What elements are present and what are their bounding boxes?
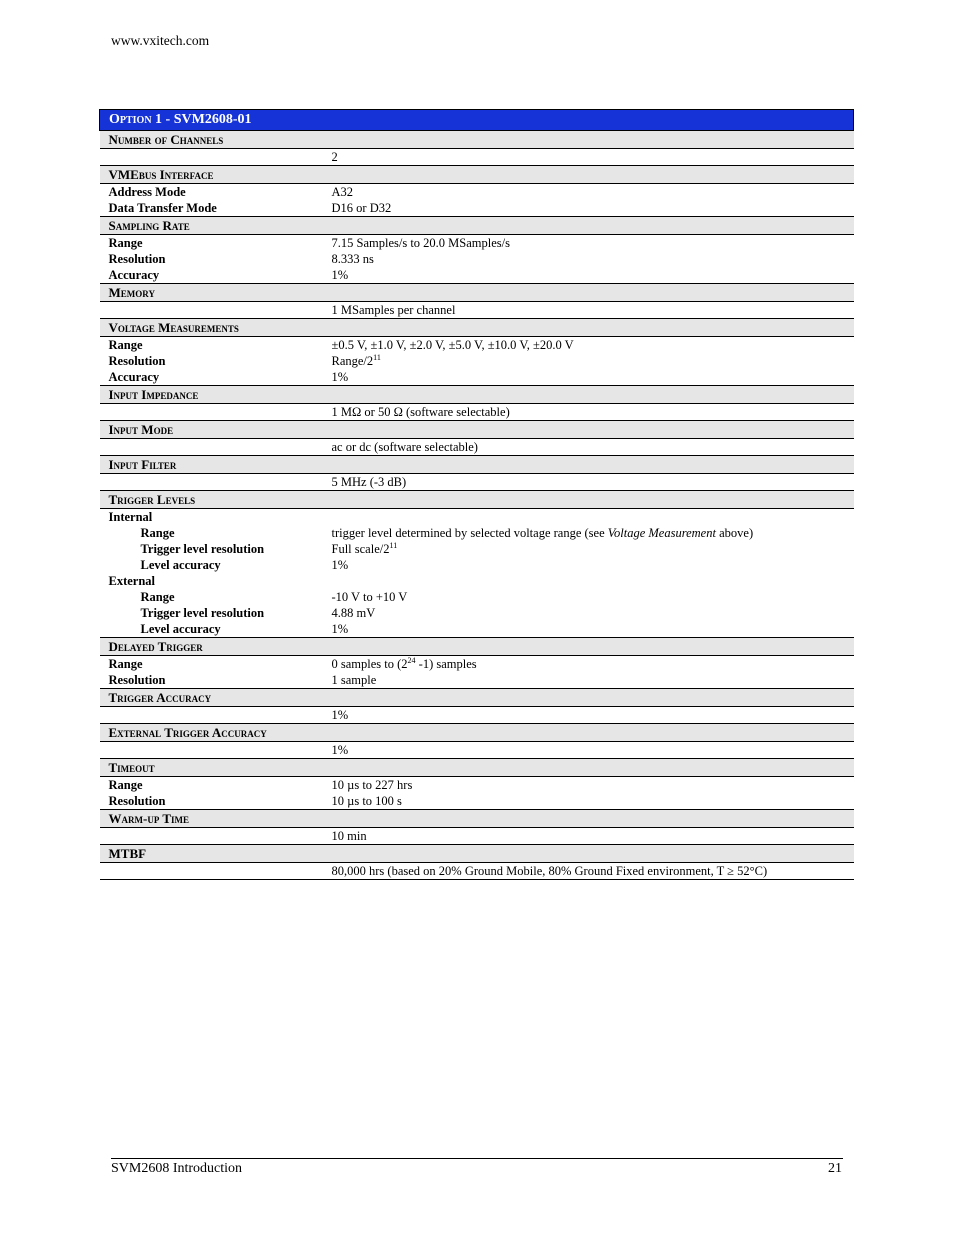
spec-value-text: 0 samples to (2 — [331, 657, 408, 671]
spec-value — [332, 200, 854, 217]
section-header-row — [100, 319, 854, 337]
footer-rule — [111, 1158, 843, 1159]
spec-row — [100, 302, 854, 319]
spec-value-superscript: 11 — [373, 353, 381, 362]
section-header-row — [100, 284, 854, 302]
spec-value-text: ±0.5 V, ±1.0 V, ±2.0 V, ±5.0 V, ±10.0 V, ±20.0 V — [331, 338, 574, 352]
spec-value-text: 10 min — [331, 829, 367, 843]
spec-label: Address Mode — [108, 185, 186, 199]
footer-title: SVM2608 Introduction — [111, 1161, 243, 1176]
section-header-fill — [332, 759, 854, 777]
spec-row — [100, 149, 854, 166]
spec-value-text: 80,000 hrs (based on 20% Ground Mobile, 80% Ground Fixed environment, T ≥ 52°C) — [331, 864, 768, 878]
spec-row — [100, 672, 854, 689]
spec-value-text: Full scale/2 — [331, 542, 390, 556]
section-header-fill — [332, 166, 854, 184]
section-header-fill — [332, 638, 854, 656]
section-title: Voltage Measurements — [100, 319, 332, 337]
section-title: VMEbus Interface — [100, 166, 332, 184]
spec-value — [332, 707, 854, 724]
section-header-row — [100, 759, 854, 777]
spec-label: Range — [108, 236, 143, 250]
spec-row — [100, 337, 854, 354]
spec-label: Range — [108, 338, 143, 352]
section-header-row — [100, 724, 854, 742]
spec-value-text: 1 MΩ or 50 Ω (software selectable) — [331, 405, 510, 419]
spec-value — [332, 828, 854, 845]
spec-row — [100, 439, 854, 456]
spec-value — [332, 621, 854, 638]
spec-value-superscript: 11 — [389, 541, 398, 550]
section-title: External Trigger Accuracy — [100, 724, 332, 742]
spec-value-text: 1% — [331, 622, 349, 636]
spec-row — [100, 557, 854, 573]
section-header-fill — [332, 131, 854, 149]
section-title: Input Impedance — [100, 386, 332, 404]
spec-value — [332, 777, 854, 794]
spec-value-text: D16 or D32 — [331, 201, 392, 215]
spec-value-superscript: 24 — [407, 656, 416, 665]
spec-label: Accuracy — [108, 370, 160, 384]
spec-label — [100, 404, 332, 421]
spec-value-text: ac or dc (software selectable) — [331, 440, 478, 454]
section-header-fill — [332, 724, 854, 742]
spec-value-text: 1 MSamples per channel — [331, 303, 456, 317]
section-header-fill — [332, 319, 854, 337]
spec-row — [100, 742, 854, 759]
spec-row — [100, 353, 854, 369]
header-url: www.vxitech.com — [111, 33, 210, 48]
spec-label — [100, 302, 332, 319]
section-header-fill — [332, 491, 854, 509]
section-title: Input Filter — [100, 456, 332, 474]
section-header-row — [100, 217, 854, 235]
spec-value — [332, 863, 854, 880]
spec-value-text: Range/2 — [331, 354, 374, 368]
section-title: Memory — [100, 284, 332, 302]
section-title: Input Mode — [100, 421, 332, 439]
spec-row — [100, 525, 854, 541]
spec-label: Range — [108, 778, 143, 792]
spec-value — [332, 474, 854, 491]
spec-value-text: 2 — [331, 150, 338, 164]
spec-value — [332, 541, 854, 557]
spec-label: Trigger level resolution — [140, 542, 265, 556]
spec-value — [332, 742, 854, 759]
spec-row — [100, 793, 854, 810]
section-header-row — [100, 491, 854, 509]
spec-label: Level accuracy — [140, 622, 221, 636]
spec-value — [332, 184, 854, 201]
spec-value — [332, 573, 854, 589]
spec-row — [100, 369, 854, 386]
spec-row — [100, 404, 854, 421]
spec-value-text: 1% — [331, 708, 349, 722]
section-header-row — [100, 386, 854, 404]
section-header-fill — [332, 284, 854, 302]
spec-value — [332, 509, 854, 526]
spec-label: Range — [108, 657, 143, 671]
section-header-fill — [332, 386, 854, 404]
section-header-row — [100, 689, 854, 707]
spec-value — [332, 404, 854, 421]
spec-value-text: 10 µs to 100 s — [331, 794, 402, 808]
spec-value-text: 1% — [331, 558, 349, 572]
section-header-fill — [332, 810, 854, 828]
section-title: Trigger Accuracy — [100, 689, 332, 707]
spec-row — [100, 605, 854, 621]
section-header-fill — [332, 456, 854, 474]
spec-row — [100, 200, 854, 217]
spec-value — [332, 267, 854, 284]
spec-row — [100, 184, 854, 201]
table-title-row — [100, 110, 854, 131]
section-title: MTBF — [100, 845, 332, 863]
spec-value-text: -10 V to +10 V — [331, 590, 408, 604]
spec-label: External — [108, 574, 156, 588]
spec-value-text: 4.88 mV — [331, 606, 376, 620]
spec-row — [100, 777, 854, 794]
section-header-row — [100, 131, 854, 149]
spec-label — [100, 474, 332, 491]
spec-value-text: 10 µs to 227 hrs — [331, 778, 413, 792]
section-title: Delayed Trigger — [100, 638, 332, 656]
spec-label: Range — [140, 590, 175, 604]
spec-value — [332, 793, 854, 810]
spec-value-text: 8.333 ns — [331, 252, 374, 266]
spec-row — [100, 621, 854, 638]
spec-value-text: 1% — [331, 743, 349, 757]
spec-value-text: 1% — [331, 268, 349, 282]
spec-value — [332, 369, 854, 386]
spec-value-italic: Voltage Measurement — [607, 526, 716, 540]
spec-value — [332, 353, 854, 369]
spec-row — [100, 656, 854, 673]
spec-label: Resolution — [108, 794, 166, 808]
spec-row — [100, 267, 854, 284]
section-header-row — [100, 421, 854, 439]
spec-label — [100, 707, 332, 724]
spec-label — [100, 149, 332, 166]
spec-label: Trigger level resolution — [140, 606, 265, 620]
section-header-row — [100, 845, 854, 863]
spec-value-suffix: above) — [715, 526, 754, 540]
section-header-row — [100, 166, 854, 184]
section-title: Number of Channels — [100, 131, 332, 149]
spec-value — [332, 302, 854, 319]
spec-row — [100, 541, 854, 557]
spec-label — [100, 863, 332, 880]
spec-value — [332, 235, 854, 252]
section-header-row — [100, 810, 854, 828]
spec-value-text: 1 sample — [331, 673, 377, 687]
spec-row — [100, 235, 854, 252]
section-header-row — [100, 456, 854, 474]
spec-value — [332, 439, 854, 456]
section-header-fill — [332, 421, 854, 439]
spec-value — [332, 557, 854, 573]
section-title: Trigger Levels — [100, 491, 332, 509]
section-title: Sampling Rate — [100, 217, 332, 235]
spec-table — [99, 109, 854, 880]
spec-row — [100, 251, 854, 267]
spec-row — [100, 707, 854, 724]
section-title: Warm-up Time — [100, 810, 332, 828]
section-header-fill — [332, 689, 854, 707]
table-title: Option 1 - SVM2608-01 — [100, 110, 854, 131]
spec-value — [332, 251, 854, 267]
spec-label: Resolution — [108, 673, 166, 687]
spec-row — [100, 828, 854, 845]
spec-value — [332, 337, 854, 354]
spec-label — [100, 742, 332, 759]
spec-label — [100, 439, 332, 456]
spec-value — [332, 149, 854, 166]
spec-value-text: 1% — [331, 370, 349, 384]
spec-label: Level accuracy — [140, 558, 221, 572]
spec-value-text: 5 MHz (-3 dB) — [331, 475, 407, 489]
spec-value-suffix: -1) samples — [415, 657, 477, 671]
spec-row — [100, 863, 854, 880]
spec-value — [332, 525, 854, 541]
spec-value-text: trigger level determined by selected voltage range (see — [331, 526, 608, 540]
spec-label: Internal — [108, 510, 153, 524]
spec-value-text: A32 — [331, 185, 354, 199]
spec-value-text: 7.15 Samples/s to 20.0 MSamples/s — [331, 236, 510, 250]
spec-value — [332, 589, 854, 605]
spec-row — [100, 474, 854, 491]
spec-value — [332, 656, 854, 673]
section-header-fill — [332, 845, 854, 863]
spec-row — [100, 589, 854, 605]
section-header-row — [100, 638, 854, 656]
section-header-fill — [332, 217, 854, 235]
spec-label: Resolution — [108, 252, 166, 266]
page-number: 21 — [828, 1161, 842, 1176]
spec-row — [100, 573, 854, 589]
spec-row — [100, 509, 854, 526]
spec-label: Accuracy — [108, 268, 160, 282]
spec-value — [332, 672, 854, 689]
spec-label: Range — [140, 526, 175, 540]
spec-value — [332, 605, 854, 621]
spec-label: Data Transfer Mode — [108, 201, 217, 215]
spec-label — [100, 828, 332, 845]
section-title: Timeout — [100, 759, 332, 777]
spec-label: Resolution — [108, 354, 166, 368]
